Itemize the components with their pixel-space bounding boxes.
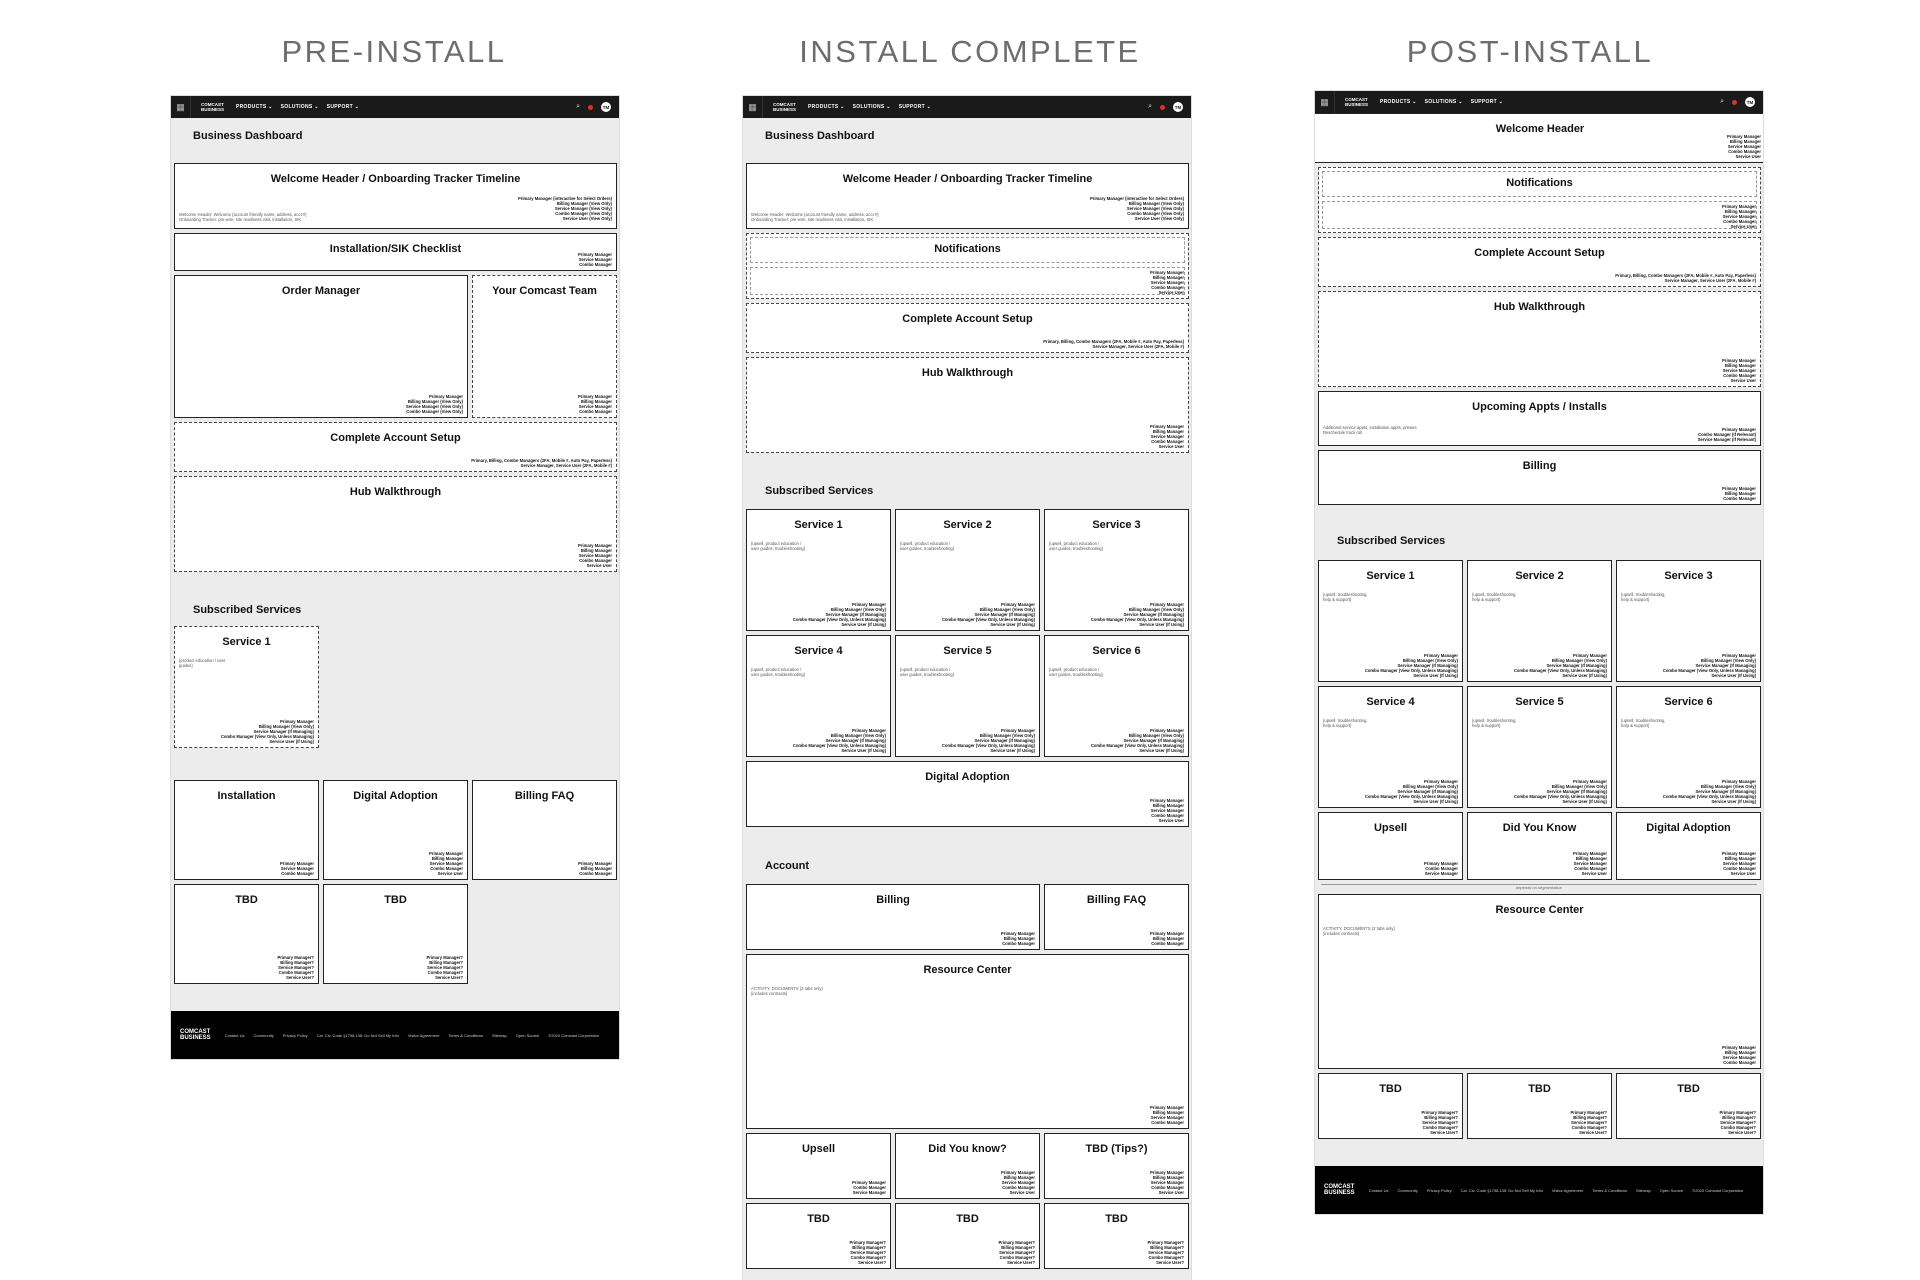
nav-support[interactable]: SUPPORT ⌄ [326,104,360,110]
footer-link[interactable]: Community [1397,1187,1418,1193]
service-card[interactable] [1044,635,1189,757]
card-title: Welcome Header / Onboarding Tracker Timeline [270,173,521,185]
avatar[interactable]: TM [1173,102,1183,112]
card-permissions: Primary Manager Billing Manager (View Only) Service Manager (If Managing) Combo Manager (View Only, Unless Managing) Service User (If Using) [1513,652,1607,678]
card-title: Service 6 [1092,645,1141,657]
card-permissions: Primary Manager Billing Manager Service Manager Combo Manager Service User [1722,357,1756,383]
card-title: TBD [384,894,407,906]
service-card[interactable] [1616,560,1761,682]
card-title: Service 3 [1664,570,1713,582]
card-permissions: Primary Manager Billing Manager Combo Manager [1001,930,1035,946]
card-title: TBD [1379,1083,1402,1095]
card-description: {upsell, product education / user guides, troubleshooting} [751,541,806,552]
tbd-card[interactable] [1318,1073,1463,1139]
footer-link[interactable]: Terms & Conditions [1592,1187,1628,1193]
card-permissions: Primary Manager Billing Manager (View Only) Service Manager (If Managing) Combo Manager (View Only, Unless Managing) Service User (If Using) [1364,652,1458,678]
tbd-card[interactable] [895,1203,1040,1269]
service-card[interactable] [895,509,1040,631]
subscribed-services-heading: Subscribed Services [765,485,874,497]
card-permissions: Primary Manager Billing Manager (View Only) Service Manager (If Managing) Combo Manager (View Only, Unless Managing) Service User (If Using) [941,727,1035,753]
comcast-logo[interactable]: COMCAST BUSINESS [1345,97,1369,107]
card-title: Service 1 [1366,570,1415,582]
column-title-install-complete: INSTALL COMPLETE [799,34,1141,69]
card-permissions: Primary Manager? Billing Manager? Service Manager? Combo Manager? Service User? [277,954,314,980]
card-title: Notifications [934,243,1001,255]
card-description: {upsell, product education / user guides, troubleshooting} [900,667,955,678]
card-permissions: Primary Manager Billing Manager Service Manager Combo Manager [1722,1044,1756,1065]
footer-link[interactable]: Open Source [1659,1187,1684,1193]
footer-link[interactable]: Terms & Conditions [448,1032,484,1038]
digital-adoption-card[interactable] [746,761,1189,827]
footer-link[interactable]: Cal. Civ. Code §1798.135: Do Not Sell My Info [1460,1187,1543,1193]
card-permissions: Primary Manager Billing Manager (View Only) Service Manager (View Only) Combo Manager (View Only) [405,393,463,414]
card-permissions: Primary Manager Billing Manager Service Manager Combo Manager [578,393,612,414]
footer [171,1011,619,1059]
card-title: Service 5 [943,645,992,657]
notification-slot [1322,201,1757,229]
nav-support[interactable]: SUPPORT ⌄ [1470,99,1504,105]
install-complete-wireframe [742,95,1192,1280]
tbd-card[interactable] [1616,1073,1761,1139]
card-title: Installation/SIK Checklist [329,243,462,255]
card-title: Hub Walkthrough [349,486,442,498]
footer-link[interactable]: Sitemap [492,1032,507,1038]
nav-products[interactable]: PRODUCTS ⌄ [808,104,845,110]
digital-adoption-card[interactable] [323,780,468,880]
card-permissions: Primary Manager? Billing Manager? Service Manager? Combo Manager? Service User? [1570,1109,1607,1135]
card-permissions: Primary Manager Billing Manager Service Manager Combo Manager Service User [578,542,612,568]
footer-link[interactable]: Cal. Civ. Code §1798.135: Do Not Sell My Info [316,1032,399,1038]
footer-logo[interactable]: COMCAST BUSINESS [1324,1184,1355,1196]
welcome-header-card[interactable] [1315,113,1764,163]
service-card[interactable] [1044,509,1189,631]
card-permissions: Primary Manager? Billing Manager? Service Manager? Combo Manager? Service User? [426,954,463,980]
app-grid-icon[interactable]: ▦ [743,96,763,118]
installation-card[interactable] [174,780,319,880]
nav-products[interactable]: PRODUCTS ⌄ [1380,99,1417,105]
card-permissions: Primary Manager? Billing Manager? Service Manager? Combo Manager? Service User? [849,1239,886,1265]
tbd-card[interactable] [323,884,468,984]
card-description: {upsell, troubleshooting, help & support} [1472,592,1517,603]
footer-logo[interactable]: COMCAST BUSINESS [180,1029,211,1041]
tips-card[interactable] [1044,1133,1189,1199]
comcast-logo[interactable]: COMCAST BUSINESS [201,102,225,112]
service-card[interactable] [1467,560,1612,682]
card-title: Service 1 [222,636,271,648]
card-permissions: Primary Manager Combo Manager Service Manager [852,1179,886,1195]
nav-solutions[interactable]: SOLUTIONS ⌄ [280,104,319,110]
card-permissions: Primary Manager? Billing Manager? Service Manager? Combo Manager? Service User? [998,1239,1035,1265]
avatar[interactable]: TM [1745,97,1755,107]
account-heading: Account [765,860,809,872]
billing-faq-card[interactable] [1044,884,1189,950]
hub-walkthrough-card[interactable] [174,476,617,572]
tbd-card[interactable] [1044,1203,1189,1269]
card-title: Did You Know [1502,822,1577,834]
upcoming-appts-card[interactable] [1318,391,1761,446]
order-manager-card[interactable] [174,275,468,418]
comcast-logo[interactable]: COMCAST BUSINESS [773,102,797,112]
card-title: TBD [807,1213,830,1225]
card-permissions: Primary Manager (interactive for Select Orders) Billing Manager (View Only) Service Manager (View Only) Combo Manager (View Only) Service User (View Only) [517,196,612,222]
subscribed-services-heading: Subscribed Services [193,604,302,616]
app-grid-icon[interactable]: ▦ [171,96,191,118]
welcome-tracker-card[interactable] [746,163,1189,229]
notification-icon[interactable] [1160,105,1165,110]
resource-center-card[interactable] [746,954,1189,1129]
search-icon[interactable]: ⌕ [1148,103,1152,110]
card-permissions: Primary Manager (interactive for Select Orders) Billing Manager (View Only) Service Manager (View Only) Combo Manager (View Only) Service User (View Only) [1089,196,1184,222]
card-title: Installation [217,790,276,802]
nav-solutions[interactable]: SOLUTIONS ⌄ [852,104,891,110]
card-description: {upsell, troubleshooting, help & support} [1621,592,1666,603]
footer-copyright: ©2020 Comcast Corporation [548,1032,600,1038]
pre-install-wireframe [170,95,620,1060]
card-description: {upsell, troubleshooting, help & support} [1323,592,1368,603]
card-title: Service 5 [1515,696,1564,708]
comcast-team-card[interactable] [472,275,617,418]
card-permissions: Primary Manager Billing Manager Service Manager Combo Manager Service User [1150,797,1184,823]
hub-walkthrough-card[interactable] [746,357,1189,453]
account-setup-card[interactable] [174,422,617,472]
card-permissions: Primary Manager Billing Manager Service Manager Combo Manager Service User [1573,850,1607,876]
card-title: Service 2 [1515,570,1564,582]
card-permissions: Primary Manager Billing Manager (View Only) Service Manager (If Managing) Combo Manager (View Only, Unless Managing) Service User (If Using) [220,718,314,744]
card-title: Service 3 [1092,519,1141,531]
upsell-card[interactable] [746,1133,891,1199]
digital-adoption-card[interactable] [1616,812,1761,880]
card-title: Resource Center [923,964,1012,976]
account-setup-card[interactable] [1318,237,1761,287]
card-permissions: Primary Manager Billing Manager (View Only) Service Manager (If Managing) Combo Manager (View Only, Unless Managing) Service User (If Using) [1513,778,1607,804]
card-description: {product education / user guides} [179,658,226,669]
service-card[interactable] [746,509,891,631]
card-description: ACTIVITY, DOCUMENTS (2 tabs only) {includes contracts} [751,986,823,997]
card-permissions: Primary Manager Billing Manager Service Manager Combo Manager Service User [429,850,463,876]
card-title: Did You know? [928,1143,1007,1155]
card-title: Service 4 [794,645,843,657]
card-permissions: Primary Manager Billing Manager (View Only) Service Manager (If Managing) Combo Manager (View Only, Unless Managing) Service User (If Using) [941,601,1035,627]
card-title: Order Manager [281,285,361,297]
notification-icon[interactable] [1732,100,1737,105]
tbd-card[interactable] [1467,1073,1612,1139]
top-nav [743,96,1191,118]
card-title: Hub Walkthrough [921,367,1014,379]
resource-center-card[interactable] [1318,894,1761,1069]
card-permissions: Primary Manager Billing Manager (View Only) Service Manager (If Managing) Combo Manager (View Only, Unless Managing) Service User (If Using) [1090,601,1184,627]
card-title: Service 2 [943,519,992,531]
card-permissions: Primary Manager Billing Manager Service Manager Combo Manager Service User [1727,133,1761,159]
card-description: {upsell, troubleshooting, help & support} [1621,718,1666,729]
hub-walkthrough-card[interactable] [1318,291,1761,387]
card-title: Billing [876,894,910,906]
upsell-card[interactable] [1318,812,1463,880]
card-title: TBD (Tips?) [1085,1143,1148,1155]
card-description: {upsell, product education / user guides, troubleshooting} [1049,541,1104,552]
service-card[interactable] [1467,686,1612,808]
search-icon[interactable]: ⌕ [1720,98,1724,105]
card-description: ACTIVITY, DOCUMENTS (2 tabs only) {includes contracts} [1323,926,1395,937]
footer-link[interactable]: Contact Us [224,1032,245,1038]
card-permissions: Primary Manager Billing Manager Service Manager Combo Manager Service User [1150,1169,1184,1195]
subscribed-services-heading: Subscribed Services [1337,535,1446,547]
notification-slot [750,267,1185,295]
card-title: Notifications [1506,177,1573,189]
notification-icon[interactable] [588,105,593,110]
service-card[interactable] [895,635,1040,757]
billing-card[interactable] [746,884,1040,950]
tbd-card[interactable] [746,1203,891,1269]
card-permissions: Primary Manager Billing Manager Combo Manager [1150,930,1184,946]
card-permissions: Primary Manager Billing Manager Service Manager Combo Manager Service User [1150,269,1184,295]
card-title: TBD [1677,1083,1700,1095]
card-title: TBD [956,1213,979,1225]
footer-link[interactable]: Privacy Policy [282,1032,308,1038]
footer-link[interactable]: Contact Us [1368,1187,1389,1193]
page-title: Business Dashboard [193,130,303,142]
service-card[interactable] [1616,686,1761,808]
search-icon[interactable]: ⌕ [576,103,580,110]
sik-checklist-card[interactable] [174,233,617,271]
welcome-tracker-card[interactable] [174,163,617,229]
card-permissions: Primary, Billing, Combo Managers (2FA, Mobile #, Auto Pay, Paperless) Service Manager, Service User (2FA, Mobile #) [471,457,612,468]
card-title: Complete Account Setup [330,432,461,444]
card-description: {upsell, troubleshooting, help & support} [1472,718,1517,729]
card-permissions: Primary Manager Combo Manager (If Relevant) Service Manager (If Relevant) [1697,426,1756,442]
card-permissions: Primary Manager Billing Manager Service Manager Combo Manager Service User [1150,423,1184,449]
card-title: Resource Center [1495,904,1584,916]
card-title: Billing [1522,460,1557,472]
app-grid-icon[interactable]: ▦ [1315,91,1335,113]
card-permissions: Primary Manager? Billing Manager? Service Manager? Combo Manager? Service User? [1719,1109,1756,1135]
card-title: Service 6 [1664,696,1713,708]
notifications-card[interactable] [1318,167,1761,233]
card-permissions: Primary Manager Billing Manager Service Manager Combo Manager Service User [1001,1169,1035,1195]
card-title: TBD [1528,1083,1551,1095]
footer [1315,1166,1763,1214]
nav-support[interactable]: SUPPORT ⌄ [898,104,932,110]
card-permissions: Primary Manager Billing Manager Service Manager Combo Manager [1150,1104,1184,1125]
card-permissions: Primary Manager Billing Manager (View Only) Service Manager (If Managing) Combo Manager (View Only, Unless Managing) Service User (If Using) [792,601,886,627]
top-nav [1315,91,1763,113]
card-permissions: Primary Manager Billing Manager Service Manager Combo Manager Service User [1722,850,1756,876]
card-permissions: Primary, Billing, Combo Managers (2FA, Mobile #, Auto Pay, Paperless) Service Manager, Service User (2FA, Mobile #) [1615,272,1756,283]
card-description: {upsell, product education / user guides, troubleshooting} [1049,667,1104,678]
card-title: Billing FAQ [514,790,575,802]
card-title: Upsell [801,1143,835,1155]
post-install-wireframe [1314,90,1764,1215]
card-description: Welcome Header: Welcome {account friendly name, address, acct #} Onboarding Tracker: pre-wire, site readiness visit, installation, SIK [179,211,307,222]
card-description: Welcome Header: Welcome {account friendly name, address, acct #} Onboarding Tracker: pre-wire, site readiness visit, installation, SIK [751,211,879,222]
card-permissions: Primary Manager Billing Manager (View Only) Service Manager (If Managing) Combo Manager (View Only, Unless Managing) Service User (If Using) [1364,778,1458,804]
nav-products[interactable]: PRODUCTS ⌄ [236,104,273,110]
footer-link[interactable]: Visitor Agreement [407,1032,440,1038]
nav-solutions[interactable]: SOLUTIONS ⌄ [1424,99,1463,105]
billing-card[interactable] [1318,450,1761,505]
footer-link[interactable]: Open Source [515,1032,540,1038]
card-permissions: Primary Manager Billing Manager (View Only) Service Manager (If Managing) Combo Manager (View Only, Unless Managing) Service User (If Using) [1090,727,1184,753]
card-permissions: Primary Manager Combo Manager Service Manager [1424,860,1458,876]
footer-link[interactable]: Privacy Policy [1426,1187,1452,1193]
service-card[interactable] [746,635,891,757]
card-permissions: Primary Manager Billing Manager (View Only) Service Manager (If Managing) Combo Manager (View Only, Unless Managing) Service User (If Using) [792,727,886,753]
notifications-card[interactable] [746,233,1189,299]
card-description: {upsell, troubleshooting, help & support} [1323,718,1368,729]
card-description: Additional service appts, installation appts, prewire Reschedule truck roll [1323,425,1417,436]
service-card[interactable] [1318,686,1463,808]
card-permissions: Primary Manager Service Manager Combo Manager [578,251,612,267]
card-permissions: Primary Manager Billing Manager (View Only) Service Manager (If Managing) Combo Manager (View Only, Unless Managing) Service User (If Using) [1662,652,1756,678]
card-permissions: Primary Manager? Billing Manager? Service Manager? Combo Manager? Service User? [1147,1239,1184,1265]
card-permissions: Primary Manager Billing Manager Combo Manager [578,860,612,876]
card-title: Complete Account Setup [1474,247,1605,259]
segmentation-note: depends on segmentation [1515,885,1563,890]
card-title: Complete Account Setup [902,313,1033,325]
tbd-card[interactable] [174,884,319,984]
card-title: Digital Adoption [925,771,1010,783]
footer-link[interactable]: Visitor Agreement [1551,1187,1584,1193]
card-title: TBD [1105,1213,1128,1225]
card-permissions: Primary Manager? Billing Manager? Service Manager? Combo Manager? Service User? [1421,1109,1458,1135]
did-you-know-card[interactable] [895,1133,1040,1199]
card-title: Upcoming Appts / Installs [1472,401,1607,413]
card-title: Your Comcast Team [492,285,597,297]
card-title: Upsell [1373,822,1407,834]
card-title: Hub Walkthrough [1493,301,1586,313]
card-title: Billing FAQ [1086,894,1147,906]
card-permissions: Primary Manager Billing Manager Combo Manager [1722,485,1756,501]
card-title: Digital Adoption [1646,822,1731,834]
service-card[interactable] [174,626,319,748]
card-permissions: Primary, Billing, Combo Managers (2FA, Mobile #, Auto Pay, Paperless) Service Manager, Service User (2FA, Mobile #) [1043,338,1184,349]
card-permissions: Primary Manager Billing Manager (View Only) Service Manager (If Managing) Combo Manager (View Only, Unless Managing) Service User (If Using) [1662,778,1756,804]
top-nav [171,96,619,118]
did-you-know-card[interactable] [1467,812,1612,880]
page-title: Business Dashboard [765,130,875,142]
service-card[interactable] [1318,560,1463,682]
card-title: Service 1 [794,519,843,531]
card-description: {upsell, product education / user guides, troubleshooting} [900,541,955,552]
footer-link[interactable]: Community [253,1032,274,1038]
card-description: {upsell, product education / user guides, troubleshooting} [751,667,806,678]
footer-link[interactable]: Sitemap [1636,1187,1651,1193]
column-title-pre-install: PRE-INSTALL [281,34,507,69]
footer-copyright: ©2020 Comcast Corporation [1692,1187,1744,1193]
card-title: Service 4 [1366,696,1415,708]
column-title-post-install: POST-INSTALL [1406,34,1654,69]
card-title: Welcome Header / Onboarding Tracker Timeline [842,173,1093,185]
card-title: Digital Adoption [353,790,438,802]
card-permissions: Primary Manager Service Manager Combo Manager [280,860,314,876]
card-title: Welcome Header [1495,123,1585,135]
account-setup-card[interactable] [746,303,1189,353]
card-permissions: Primary Manager Billing Manager Service Manager Combo Manager Service User [1722,203,1756,229]
avatar[interactable]: TM [601,102,611,112]
card-title: TBD [235,894,258,906]
billing-faq-card[interactable] [472,780,617,880]
